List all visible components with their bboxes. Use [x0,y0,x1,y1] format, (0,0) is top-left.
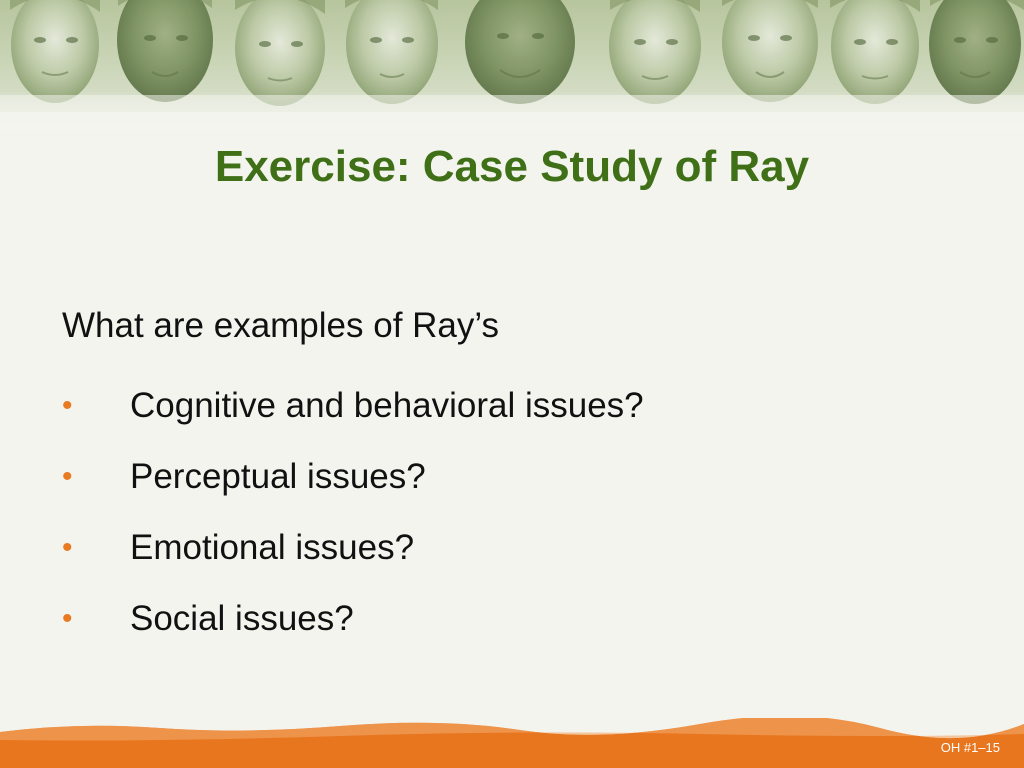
header-photo-collage [0,0,1024,130]
bullet-text: Perceptual issues? [130,456,426,496]
footer-band [0,718,1024,768]
bullet-icon: • [62,601,73,635]
slide-number: OH #1–15 [940,740,1000,755]
slide-body [62,300,962,654]
list-item [62,441,962,512]
bullet-list [62,370,962,654]
bullet-icon: • [62,388,73,422]
bullet-icon: • [62,530,73,564]
bullet-text: Cognitive and behavioral issues? [130,385,644,425]
bullet-text: Emotional issues? [130,527,415,567]
bullet-icon: • [62,459,73,493]
list-item [62,583,962,654]
list-item [62,370,962,441]
list-item [62,512,962,583]
intro-text: What are examples of Ray’s [62,306,500,345]
bullet-text: Social issues? [130,598,354,638]
slide-title: Exercise: Case Study of Ray [214,142,810,191]
